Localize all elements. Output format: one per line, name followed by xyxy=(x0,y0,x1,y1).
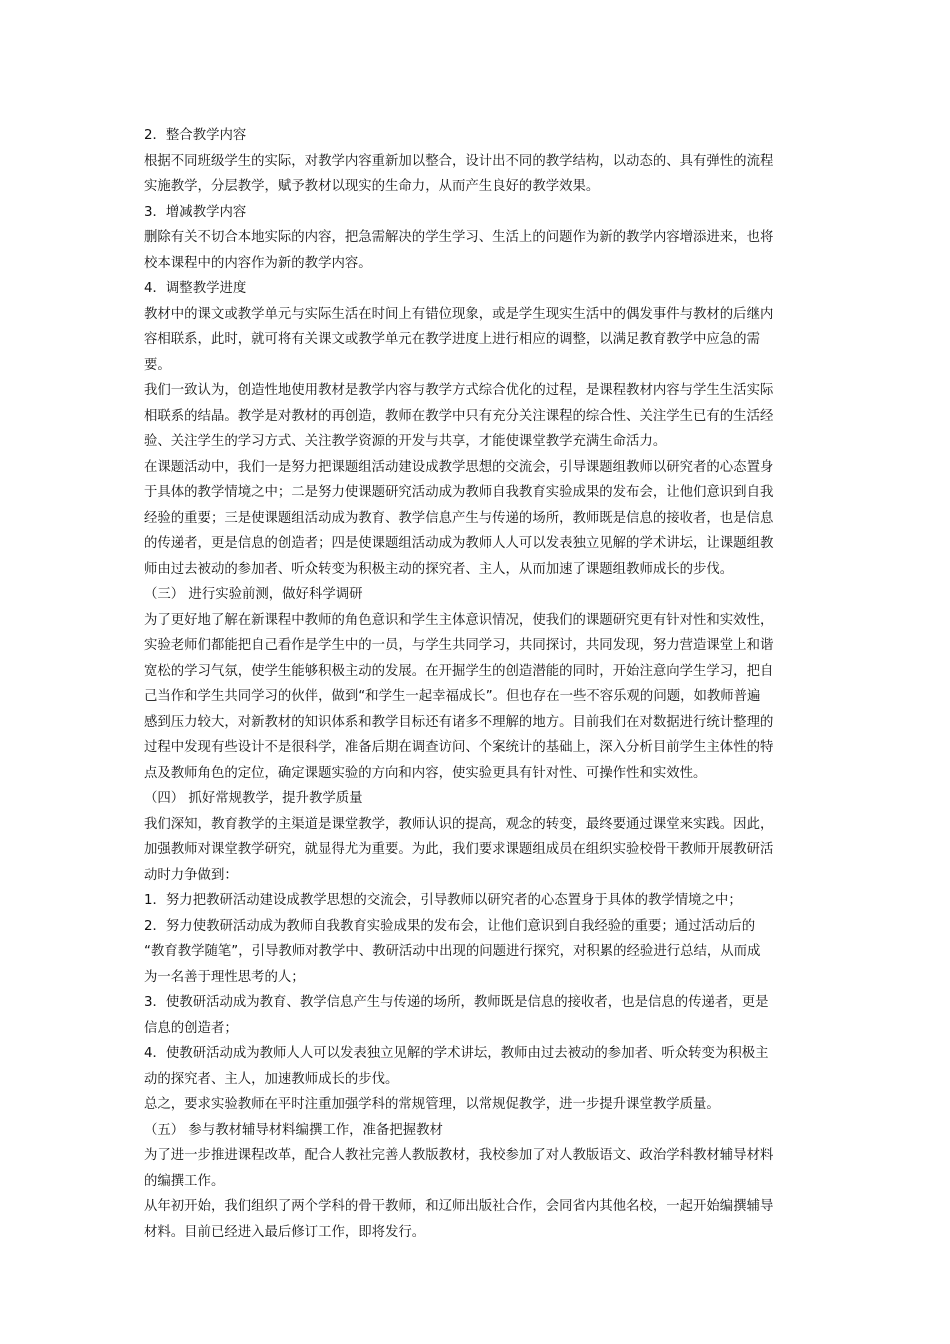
text-line: 4．使教研活动成为教师人人可以发表独立见解的学术讲坛，教师由过去被动的参加者、听众转变为积极主 xyxy=(144,1046,769,1061)
text-line: 己当作和学生共同学习的伙伴，做到“和学生一起幸福成长”。但也存在一些不容乐观的问题，如教师普遍 xyxy=(144,689,761,704)
text-line: 校本课程中的内容作为新的教学内容。 xyxy=(144,255,372,271)
text-line: 1．努力把教研活动建设成教学思想的交流会，引导教师以研究者的心态置身于具体的教学情境之中； xyxy=(144,893,742,908)
paragraph xyxy=(144,608,824,787)
text-line: 为了更好地了解在新课程中教师的角色意识和学生主体意识情况，使我们的课题研究更有针对性和实效性， xyxy=(144,612,774,628)
text-line: 相联系的结晶。教学是对教材的再创造，教师在教学中只有充分关注课程的综合性、关注学生已有的生活经 xyxy=(144,408,774,424)
paragraph xyxy=(144,225,824,276)
text-line: （四） 抓好常规教学，提升教学质量 xyxy=(144,791,363,806)
text-line: 感到压力较大，对新教材的知识体系和教学目标还有诸多不理解的地方。目前我们在对数据进行统计整理的 xyxy=(144,714,774,730)
text-line: 验、关注学生的学习方式、关注教学资源的开发与共享，才能使课堂教学充满生命活力。 xyxy=(144,434,667,449)
text-line: “教育教学随笔”，引导教师对教学中、教研活动中出现的问题进行探究，对积累的经验进行总结，从而成 xyxy=(144,944,761,959)
text-line: 删除有关不切合本地实际的内容，把急需解决的学生学习、生活上的问题作为新的教学内容增添进来，也将 xyxy=(144,230,774,245)
text-line: 为了进一步推进课程改革，配合人教社完善人教版教材，我校参加了对人教版语文、政治学科教材辅导材料 xyxy=(144,1148,774,1163)
text-line: 3．增减教学内容 xyxy=(144,204,247,220)
paragraph xyxy=(144,812,824,889)
text-line: 2．整合教学内容 xyxy=(144,128,247,143)
text-line: 根据不同班级学生的实际，对教学内容重新加以整合，设计出不同的教学结构，以动态的、具有弹性的流程 xyxy=(144,153,774,169)
paragraph xyxy=(144,1143,824,1194)
text-line: 总之，要求实验教师在平时注重加强学科的常规管理，以常规促教学，进一步提升课堂教学质量。 xyxy=(144,1097,720,1112)
paragraph xyxy=(144,123,824,149)
text-line: 的传递者，更是信息的创造者；四是使课题组活动成为教师人人可以发表独立见解的学术讲坛，让课题组教 xyxy=(144,536,774,551)
paragraph xyxy=(144,455,824,583)
paragraph xyxy=(144,1092,824,1118)
text-line: 宽松的学习气氛，使学生能够积极主动的发展。在开掘学生的创造潜能的同时，开始注意向学生学习，把自 xyxy=(144,663,774,679)
paragraph xyxy=(144,1194,824,1245)
paragraph xyxy=(144,888,824,914)
text-line: （三） 进行实验前测，做好科学调研 xyxy=(144,587,363,602)
text-line: 2．努力使教研活动成为教师自我教育实验成果的发布会，让他们意识到自我经验的重要；通过活动后的 xyxy=(144,918,756,934)
paragraph xyxy=(144,786,824,812)
paragraph xyxy=(144,378,824,455)
text-line: 要。 xyxy=(144,357,171,373)
paragraph xyxy=(144,1041,824,1092)
text-line: 加强教师对课堂教学研究，就显得尤为重要。为此，我们要求课题组成员在组织实验校骨干教师开展教研活 xyxy=(144,842,774,857)
text-line: 我们深知，教育教学的主渠道是课堂教学，教师认识的提高，观念的转变，最终要通过课堂来实践。因此， xyxy=(144,816,774,832)
text-line: 经验的重要；三是使课题组活动成为教育、教学信息产生与传递的场所，教师既是信息的接收者，也是信息 xyxy=(144,510,774,526)
text-line: 在课题活动中，我们一是努力把课题组活动建设成教学思想的交流会，引导课题组教师以研究者的心态置身 xyxy=(144,459,774,475)
paragraph xyxy=(144,990,824,1041)
paragraph xyxy=(144,200,824,226)
paragraph xyxy=(144,582,824,608)
text-line: 3．使教研活动成为教育、教学信息产生与传递的场所，教师既是信息的接收者，也是信息的传递者，更是 xyxy=(144,995,769,1010)
text-line: 容相联系，此时，就可将有关课文或教学单元在教学进度上进行相应的调整，以满足教育教学中应急的需 xyxy=(144,332,760,347)
paragraph xyxy=(144,276,824,302)
text-line: 材料。目前已经进入最后修订工作，即将发行。 xyxy=(144,1224,426,1240)
paragraph xyxy=(144,149,824,200)
text-line: （五） 参与教材辅导材料编撰工作，准备把握教材 xyxy=(144,1122,443,1138)
text-line: 动时力争做到： xyxy=(144,867,238,883)
text-line: 我们一致认为，创造性地使用教材是教学内容与教学方式综合优化的过程，是课程教材内容与学生生活实际 xyxy=(144,383,774,398)
paragraph xyxy=(144,302,824,379)
text-line: 4．调整教学进度 xyxy=(144,281,247,296)
paragraph xyxy=(144,1118,824,1144)
document-body xyxy=(144,123,824,1245)
text-line: 的编撰工作。 xyxy=(144,1173,225,1189)
text-line: 从年初开始，我们组织了两个学科的骨干教师，和辽师出版社合作，会同省内其他名校，一起开始编撰辅导 xyxy=(144,1199,774,1214)
text-line: 教材中的课文或教学单元与实际生活在时间上有错位现象，或是学生现实生活中的偶发事件与教材的后继内 xyxy=(144,306,774,322)
text-line: 信息的创造者； xyxy=(144,1020,238,1036)
paragraph xyxy=(144,914,824,991)
text-line: 实验老师们都能把自己看作是学生中的一员，与学生共同学习，共同探讨，共同发现，努力营造课堂上和谐 xyxy=(144,638,774,653)
text-line: 点及教师角色的定位，确定课题实验的方向和内容，使实验更具有针对性、可操作性和实效性。 xyxy=(144,765,707,781)
text-line: 师由过去被动的参加者、听众转变为积极主动的探究者、主人，从而加速了课题组教师成长的步伐。 xyxy=(144,561,734,577)
text-line: 过程中发现有些设计不是很科学，准备后期在调查访问、个案统计的基础上，深入分析目前学生主体性的特 xyxy=(144,740,774,755)
text-line: 动的探究者、主人，加速教师成长的步伐。 xyxy=(144,1071,399,1087)
text-line: 实施教学，分层教学，赋予教材以现实的生命力，从而产生良好的教学效果。 xyxy=(144,179,600,194)
text-line: 于具体的教学情境之中；二是努力使课题研究活动成为教师自我教育实验成果的发布会，让他们意识到自我 xyxy=(144,485,774,500)
text-line: 为一名善于理性思考的人； xyxy=(144,969,305,985)
